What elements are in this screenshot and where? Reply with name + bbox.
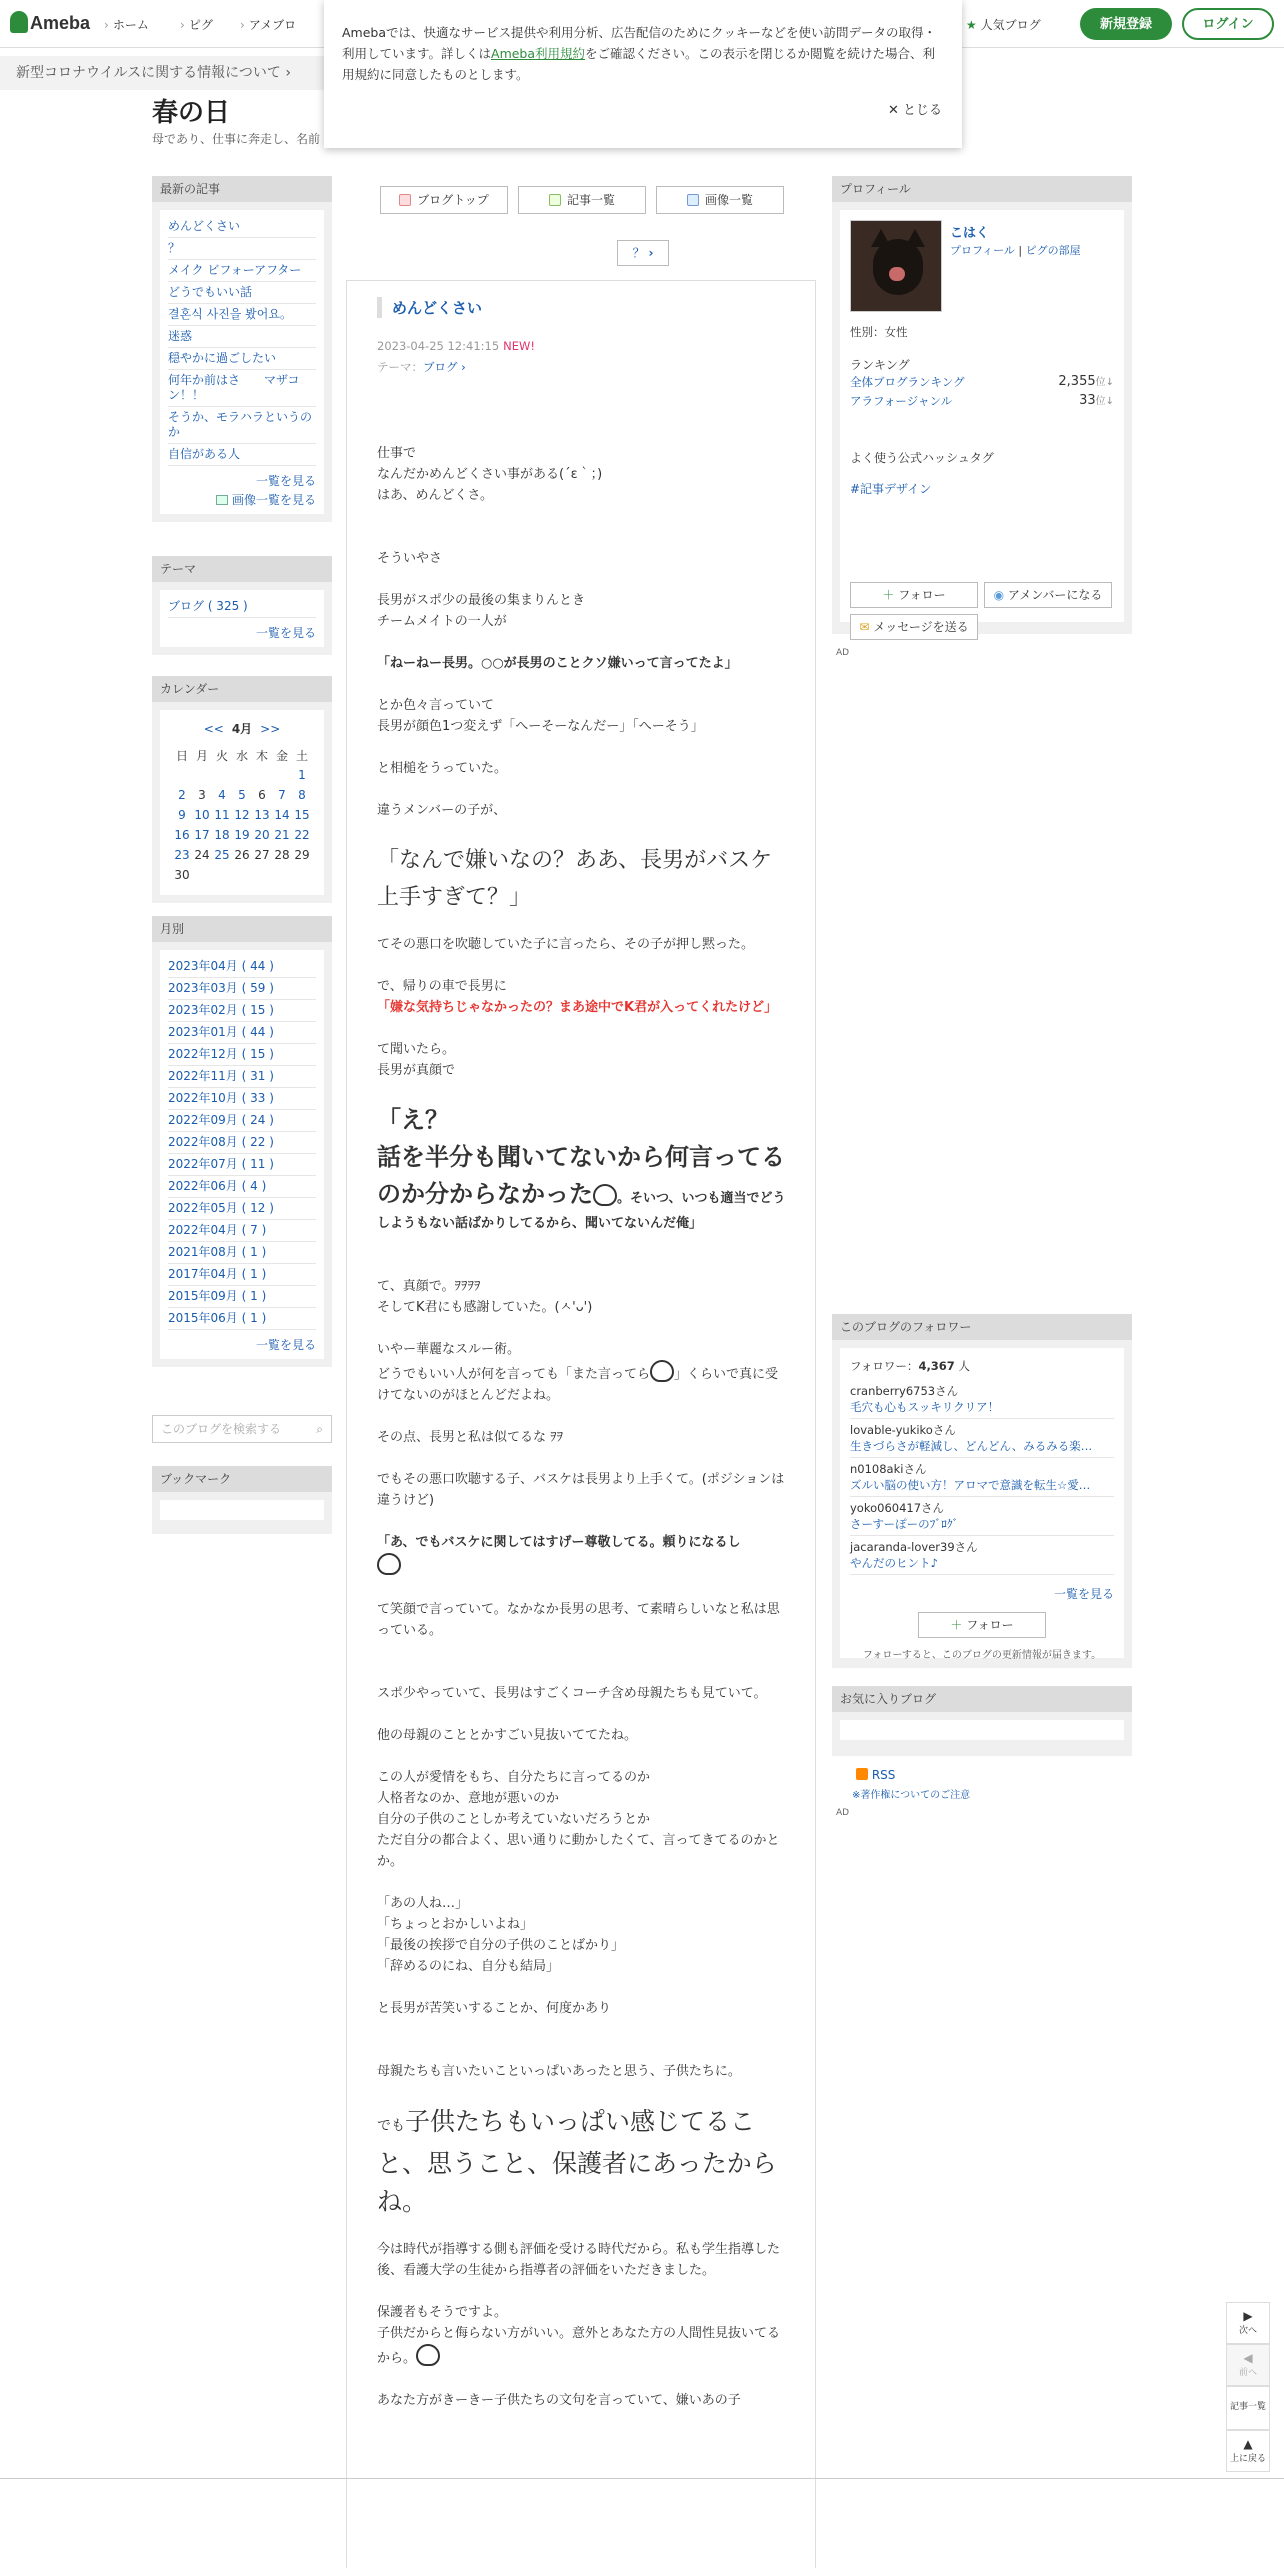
follower-count: フォロワー：4,367 人 — [850, 1359, 970, 1373]
favorite-blogs-box — [832, 1686, 1132, 1756]
monthly-archive-item[interactable]: 2022年08月 ( 22 ) — [168, 1132, 316, 1154]
terms-link[interactable]: Ameba利用規約 — [491, 46, 586, 61]
monthly-archive-item[interactable]: 2023年03月 ( 59 ) — [168, 978, 316, 1000]
calendar-day[interactable]: 13 — [254, 808, 270, 822]
recent-article-item[interactable]: メイク ビフォーアフター — [168, 260, 316, 282]
profile-header: プロフィール — [832, 176, 1132, 202]
covid-banner[interactable]: 新型コロナウイルスに関する情報について › — [0, 56, 326, 90]
nav-home[interactable]: › ホーム — [104, 18, 149, 32]
monthly-archive-item[interactable]: 2022年06月 ( 4 ) — [168, 1176, 316, 1198]
chevron-right-icon: › — [648, 246, 654, 260]
article-body: 仕事で なんだかめんどくさい事がある(´ε｀；) はあ、めんどくさ。 そういやさ 長男がスポ少の最後の集まりんとき チームメイトの一人が 「ねーねー長男。○○が長男のことクソ嫌いって言ってたよ」 とか色々言っていて 長男が顔色1つ変えず「へーそーなんだー」「へーそう」 と相槌をうっていた。 違うメンバーの子が、 「なんで嫌いなの？ああ、長男がバスケ上手すぎて？」 てその悪口を吹聴していた子に言ったら、その子が押し黙った。 で、帰りの車で長男に 「嫌な気持ちじゃなかったの？まあ途中でK君が入ってくれたけど」 て聞いたら。 長男が真顔で 「え？ 話を半分も聞いてないから何言ってるのか分からなかった 。そいつ、いつも適当でどうしようもない話ばかりしてるから、聞いてないんだ俺」 て、真顔で。ｦｦｦｦ そしてK君にも感謝していた。(ㅅ'ᴗ') いやー華麗なスルー術。 どうでもいい人が何を言っても「また言ってら 」くらいで真に受けてないのがほとんどだよね。 その点、長男と私は似てるな ｦｦ でもその悪口吹聴する子、バスケは長男より上手くて。(ポジションは違うけど) 「あ、でもバスケに関してはすげー尊敬してる。頼りになるし て笑顔で言っていて。なかなか長男の思考、て素晴らしいなと私は思っている。 スポ少やっていて、長男はすごくコーチ含め母親たちも見ていて。 他の母親のこととかすごい見抜いててたね。 この人が愛情をもち、自分たちに言ってるのか 人格者なのか、意地が悪いのか 自分の子供のことしか考えていないだろうとか ただ自分の都合よく、思い通りに動かしたくて、言ってきてるのかとか。 「あの人ね…」 「ちょっとおかしいよね」 「最後の挨拶で自分の子供のことばかり」 「辞めるのにね、自分も結局」 と長男が苦笑いすることか、何度かあり 母親たちも言いたいこといっぱいあったと思う、子供たちに。 でも子供たちもいっぱい感じてること、思うこと、保護者にあったからね。 今は時代が指導する側も評価を受ける時代だから。私も学生指導した後、看護大学の生徒から指導者の評価をいただきました。 保護者もそうですよ。 子供だからと侮らない方がいい。意外とあなた方の人間性見抜いてるから。 あなた方がきーきー子供たちの文句を言っていて、嫌いあの子 — [377, 446, 786, 2408]
calendar-day — [232, 865, 252, 885]
recent-article-item[interactable]: ？ — [168, 238, 316, 260]
plus-icon: ＋ — [882, 588, 895, 602]
nav-pigg[interactable]: › ピグ — [180, 18, 213, 32]
follower-item[interactable]: n0108akiさん ズルい脳の使い方！アロマで意識を転生☆愛… — [850, 1458, 1114, 1497]
monthly-archive-item[interactable]: 2022年04月 ( 7 ) — [168, 1220, 316, 1242]
calendar-day — [272, 865, 292, 885]
amember-icon: ◉ — [993, 588, 1005, 602]
monthly-list — [168, 956, 316, 1330]
profile-link[interactable]: プロフィール — [950, 244, 1015, 257]
next-article-pager[interactable]: ？ › — [617, 240, 669, 266]
bookmark-box — [152, 1466, 332, 1534]
footer-divider — [0, 2478, 1284, 2479]
followers-box — [832, 1314, 1132, 1668]
calendar-day[interactable]: 23 — [174, 848, 190, 862]
calendar-month: 4月 — [231, 722, 253, 736]
article-list-float-button[interactable]: 記事一覧 — [1226, 2386, 1270, 2430]
theme-box — [152, 556, 332, 655]
calendar-day[interactable]: 10 — [194, 808, 210, 822]
weekday-label: 土 — [295, 748, 308, 763]
calendar-day — [272, 765, 292, 785]
ranking-link[interactable]: アラフォージャンル — [850, 394, 953, 408]
weekday-label: 水 — [235, 748, 248, 763]
up-arrow-icon: ▲ — [1243, 2437, 1253, 2451]
image-icon — [687, 194, 699, 206]
calendar-day — [212, 765, 232, 785]
calendar-day — [252, 865, 272, 885]
calendar-day: 6 — [258, 788, 266, 802]
hashtag-label: よく使う公式ハッシュタグ — [850, 451, 994, 465]
weekday-label: 木 — [255, 748, 268, 763]
calendar-day[interactable]: 19 — [234, 828, 250, 842]
monthly-archive-item[interactable]: 2022年07月 ( 11 ) — [168, 1154, 316, 1176]
monthly-archive-item[interactable]: 2015年09月 ( 1 ) — [168, 1286, 316, 1308]
calendar-header: カレンダー — [152, 676, 332, 702]
emoji-face-icon — [416, 2344, 440, 2366]
follow-button-2[interactable]: ＋ フォロー — [918, 1612, 1046, 1638]
calendar-day[interactable]: 21 — [274, 828, 290, 842]
calendar-day[interactable]: 1 — [298, 768, 306, 782]
article-title[interactable]: めんどくさい — [377, 297, 482, 318]
star-icon: ★ — [966, 18, 977, 32]
pig-room-link[interactable]: ピグの部屋 — [1025, 244, 1081, 257]
new-badge: NEW! — [503, 339, 535, 353]
rss-link[interactable]: RSS — [856, 1768, 895, 1782]
back-to-top-button[interactable]: ▲ 上に戻る — [1226, 2430, 1270, 2472]
recent-list — [168, 216, 316, 466]
next-button[interactable]: ▶ 次へ — [1226, 2302, 1270, 2344]
monthly-archive-item[interactable]: 2023年04月 ( 44 ) — [168, 956, 316, 978]
popular-blog-link[interactable]: ★ 人気ブログ — [966, 18, 1041, 32]
article-theme: テーマ：ブログ › — [377, 360, 466, 374]
list-icon — [549, 194, 561, 206]
weekday-label: 日 — [175, 748, 188, 763]
weekday-label: 月 — [195, 748, 208, 763]
hashtag-link[interactable]: #記事デザイン — [850, 482, 932, 496]
gender: 性別：女性 — [850, 325, 908, 339]
recent-article-item[interactable]: めんどくさい — [168, 216, 316, 238]
calendar-day[interactable]: 7 — [278, 788, 286, 802]
recent-article-item[interactable]: 穏やかに過ごしたい — [168, 348, 316, 370]
article-list-button[interactable]: 記事一覧 — [518, 186, 646, 214]
article — [346, 280, 816, 2568]
monthly-box — [152, 916, 332, 1367]
monthly-more-link[interactable]: 一覧を見る — [255, 1338, 316, 1352]
recent-articles-box — [152, 176, 332, 522]
monthly-archive-item[interactable]: 2017年04月 ( 1 ) — [168, 1264, 316, 1286]
emoji-face-icon — [650, 1360, 674, 1382]
profile-name[interactable]: こはく — [950, 225, 990, 240]
ranking-row: 全体ブログランキング 2,355位↓ — [850, 373, 1114, 392]
emoji-face-icon — [593, 1184, 617, 1206]
monthly-archive-item[interactable]: 2023年02月 ( 15 ) — [168, 1000, 316, 1022]
ameba-logo-icon — [10, 11, 28, 33]
monthly-archive-item[interactable]: 2022年11月 ( 31 ) — [168, 1066, 316, 1088]
chevron-right-icon: › — [461, 360, 466, 374]
blog-title[interactable]: 春の日 — [152, 97, 231, 127]
monthly-archive-item[interactable]: 2021年08月 ( 1 ) — [168, 1242, 316, 1264]
calendar-day[interactable]: 15 — [294, 808, 310, 822]
follow-note: フォローすると、このブログの更新情報が届きます。 — [862, 1650, 1102, 1661]
follower-item[interactable]: lovable-yukikoさん 生きづらさが軽減し、どんどん、みるみる楽… — [850, 1419, 1114, 1458]
calendar-day[interactable]: 18 — [214, 828, 230, 842]
follower-item[interactable]: cranberry6753さん 毛穴も心もスッキリクリア！ — [850, 1380, 1114, 1419]
calendar-day — [192, 765, 212, 785]
plus-icon: ＋ — [950, 1618, 963, 1632]
monthly-archive-item[interactable]: 2022年05月 ( 12 ) — [168, 1198, 316, 1220]
calendar-prev[interactable]: << — [203, 722, 224, 736]
favorite-header: お気に入りブログ — [832, 1686, 1132, 1712]
cookie-close-button[interactable]: ✕ とじる — [887, 103, 942, 118]
article-date: 2023-04-25 12:41:15 NEW! — [377, 339, 535, 353]
ranking-link[interactable]: 全体ブログランキング — [850, 375, 965, 389]
calendar-day — [172, 765, 192, 785]
calendar-day[interactable]: 11 — [214, 808, 230, 822]
recent-article-item[interactable]: 自信がある人 — [168, 444, 316, 466]
calendar-day[interactable]: 12 — [234, 808, 250, 822]
profile-box: プロフィール こはく プロフィール | ピグの部屋 性別：女性 ランキング 全体ブログランキング 2,355位↓ アラフォージャンル 33位↓ よく使う公式ハッシュタグ #記事デザイン ＋ フォロー ◉ アメンバーになる ✉ メッセージを送る — [832, 176, 1132, 634]
follower-list — [850, 1380, 1114, 1575]
calendar-day[interactable]: 2 — [178, 788, 186, 802]
recent-header: 最新の記事 — [152, 176, 332, 202]
monthly-archive-item[interactable]: 2023年01月 ( 44 ) — [168, 1022, 316, 1044]
register-button[interactable]: 新規登録 — [1080, 8, 1172, 40]
recent-article-item[interactable]: そうか、モラハラというのか — [168, 407, 316, 444]
login-button[interactable]: ログイン — [1182, 8, 1274, 40]
bookmark-header: ブックマーク — [152, 1466, 332, 1492]
monthly-archive-item[interactable]: 2022年10月 ( 33 ) — [168, 1088, 316, 1110]
calendar-next[interactable]: >> — [260, 722, 281, 736]
calendar-day: 27 — [254, 848, 270, 862]
calendar-box — [152, 676, 332, 903]
play-icon: ▶ — [1243, 2309, 1253, 2323]
copyright-note-link[interactable]: ※著作権についてのご注意 — [852, 1790, 971, 1801]
prev-button[interactable]: ◀ 前へ — [1226, 2344, 1270, 2386]
ranking-label: ランキング — [850, 358, 910, 372]
amember-button[interactable]: ◉ アメンバーになる — [984, 582, 1112, 608]
emoji-face-icon — [377, 1553, 401, 1575]
calendar-day: 29 — [294, 848, 310, 862]
mail-icon: ✉ — [859, 620, 870, 634]
calendar-day[interactable]: 8 — [298, 788, 306, 802]
calendar-day: 30 — [174, 868, 190, 882]
follower-item[interactable]: yoko060417さん さーすーぽーのﾌﾞﾛｸﾞ — [850, 1497, 1114, 1536]
ameba-logo[interactable]: Ameba — [10, 11, 90, 34]
theme-link[interactable]: ブログ — [423, 360, 458, 374]
theme-header: テーマ — [152, 556, 332, 582]
follower-item[interactable]: jacaranda-lover39さん やんだのヒント♪ — [850, 1536, 1114, 1575]
monthly-header: 月別 — [152, 916, 332, 942]
calendar-day[interactable]: 4 — [218, 788, 226, 802]
calendar-day — [192, 865, 212, 885]
calendar-day[interactable]: 22 — [294, 828, 310, 842]
calendar-day — [252, 765, 272, 785]
calendar-day[interactable]: 16 — [174, 828, 190, 842]
calendar-day[interactable]: 20 — [254, 828, 270, 842]
calendar-day[interactable]: 9 — [178, 808, 186, 822]
weekday-label: 金 — [275, 748, 288, 763]
ad-label-2: AD — [836, 1808, 850, 1818]
ranking-row: アラフォージャンル 33位↓ — [850, 392, 1114, 411]
recent-article-item[interactable]: 결혼식 사진을 봤어요。 — [168, 304, 316, 326]
follow-button[interactable]: ＋ フォロー — [850, 582, 978, 608]
image-icon — [216, 495, 228, 505]
recent-article-item[interactable]: 何年か前はさ マザコン！！ — [168, 370, 316, 407]
calendar-day[interactable]: 17 — [194, 828, 210, 842]
image-list-link[interactable]: 画像一覧を見る — [231, 493, 316, 507]
chevron-right-icon: › — [285, 65, 291, 81]
blog-description: 母であり、仕事に奔走し、名前 — [152, 132, 321, 146]
monthly-archive-item[interactable]: 2015年06月 ( 1 ) — [168, 1308, 316, 1330]
calendar-day — [232, 765, 252, 785]
avatar[interactable] — [850, 220, 942, 312]
calendar-day: 26 — [234, 848, 250, 862]
home-icon — [399, 194, 411, 206]
blog-top-button[interactable]: ブログトップ — [380, 186, 508, 214]
close-icon: ✕ — [887, 103, 899, 118]
calendar-grid — [172, 745, 312, 885]
ranking-list — [850, 373, 1114, 411]
cookie-notice: Amebaでは、快適なサービス提供や利用分析、広告配信のためにクッキーなどを使い訪問データの取得・利用しています。詳しくはAmeba利用規約をご確認ください。この表示を閉じるか閲覧を続けた場合、利用規約に同意したものとします。 ✕ とじる — [324, 0, 962, 148]
blog-search-input[interactable]: このブログを検索する ⌕ — [152, 1415, 332, 1443]
monthly-archive-item[interactable]: 2022年09月 ( 24 ) — [168, 1110, 316, 1132]
ad-label: AD — [836, 648, 850, 658]
nav-ameblo[interactable]: › アメブロ — [240, 18, 297, 32]
calendar-day: 24 — [194, 848, 210, 862]
message-button[interactable]: ✉ メッセージを送る — [850, 614, 978, 640]
followers-more-link[interactable]: 一覧を見る — [1053, 1587, 1114, 1601]
image-list-button[interactable]: 画像一覧 — [656, 186, 784, 214]
recent-more-link[interactable]: 一覧を見る — [255, 474, 316, 488]
calendar-day[interactable]: 5 — [238, 788, 246, 802]
calendar-day[interactable]: 25 — [214, 848, 230, 862]
monthly-archive-item[interactable]: 2022年12月 ( 15 ) — [168, 1044, 316, 1066]
calendar-day — [212, 865, 232, 885]
theme-item[interactable]: ブログ ( 325 ) — [168, 599, 248, 613]
weekday-label: 火 — [215, 748, 228, 763]
calendar-day — [292, 865, 312, 885]
recent-article-item[interactable]: 迷惑 — [168, 326, 316, 348]
followers-header: このブログのフォロワー — [832, 1314, 1132, 1340]
rss-icon — [856, 1768, 868, 1780]
theme-more-link[interactable]: 一覧を見る — [255, 626, 316, 640]
search-icon[interactable]: ⌕ — [316, 1422, 323, 1436]
calendar-day: 28 — [274, 848, 290, 862]
recent-article-item[interactable]: どうでもいい話 — [168, 282, 316, 304]
calendar-day: 3 — [198, 788, 206, 802]
back-icon: ◀ — [1243, 2351, 1253, 2365]
calendar-day[interactable]: 14 — [274, 808, 290, 822]
